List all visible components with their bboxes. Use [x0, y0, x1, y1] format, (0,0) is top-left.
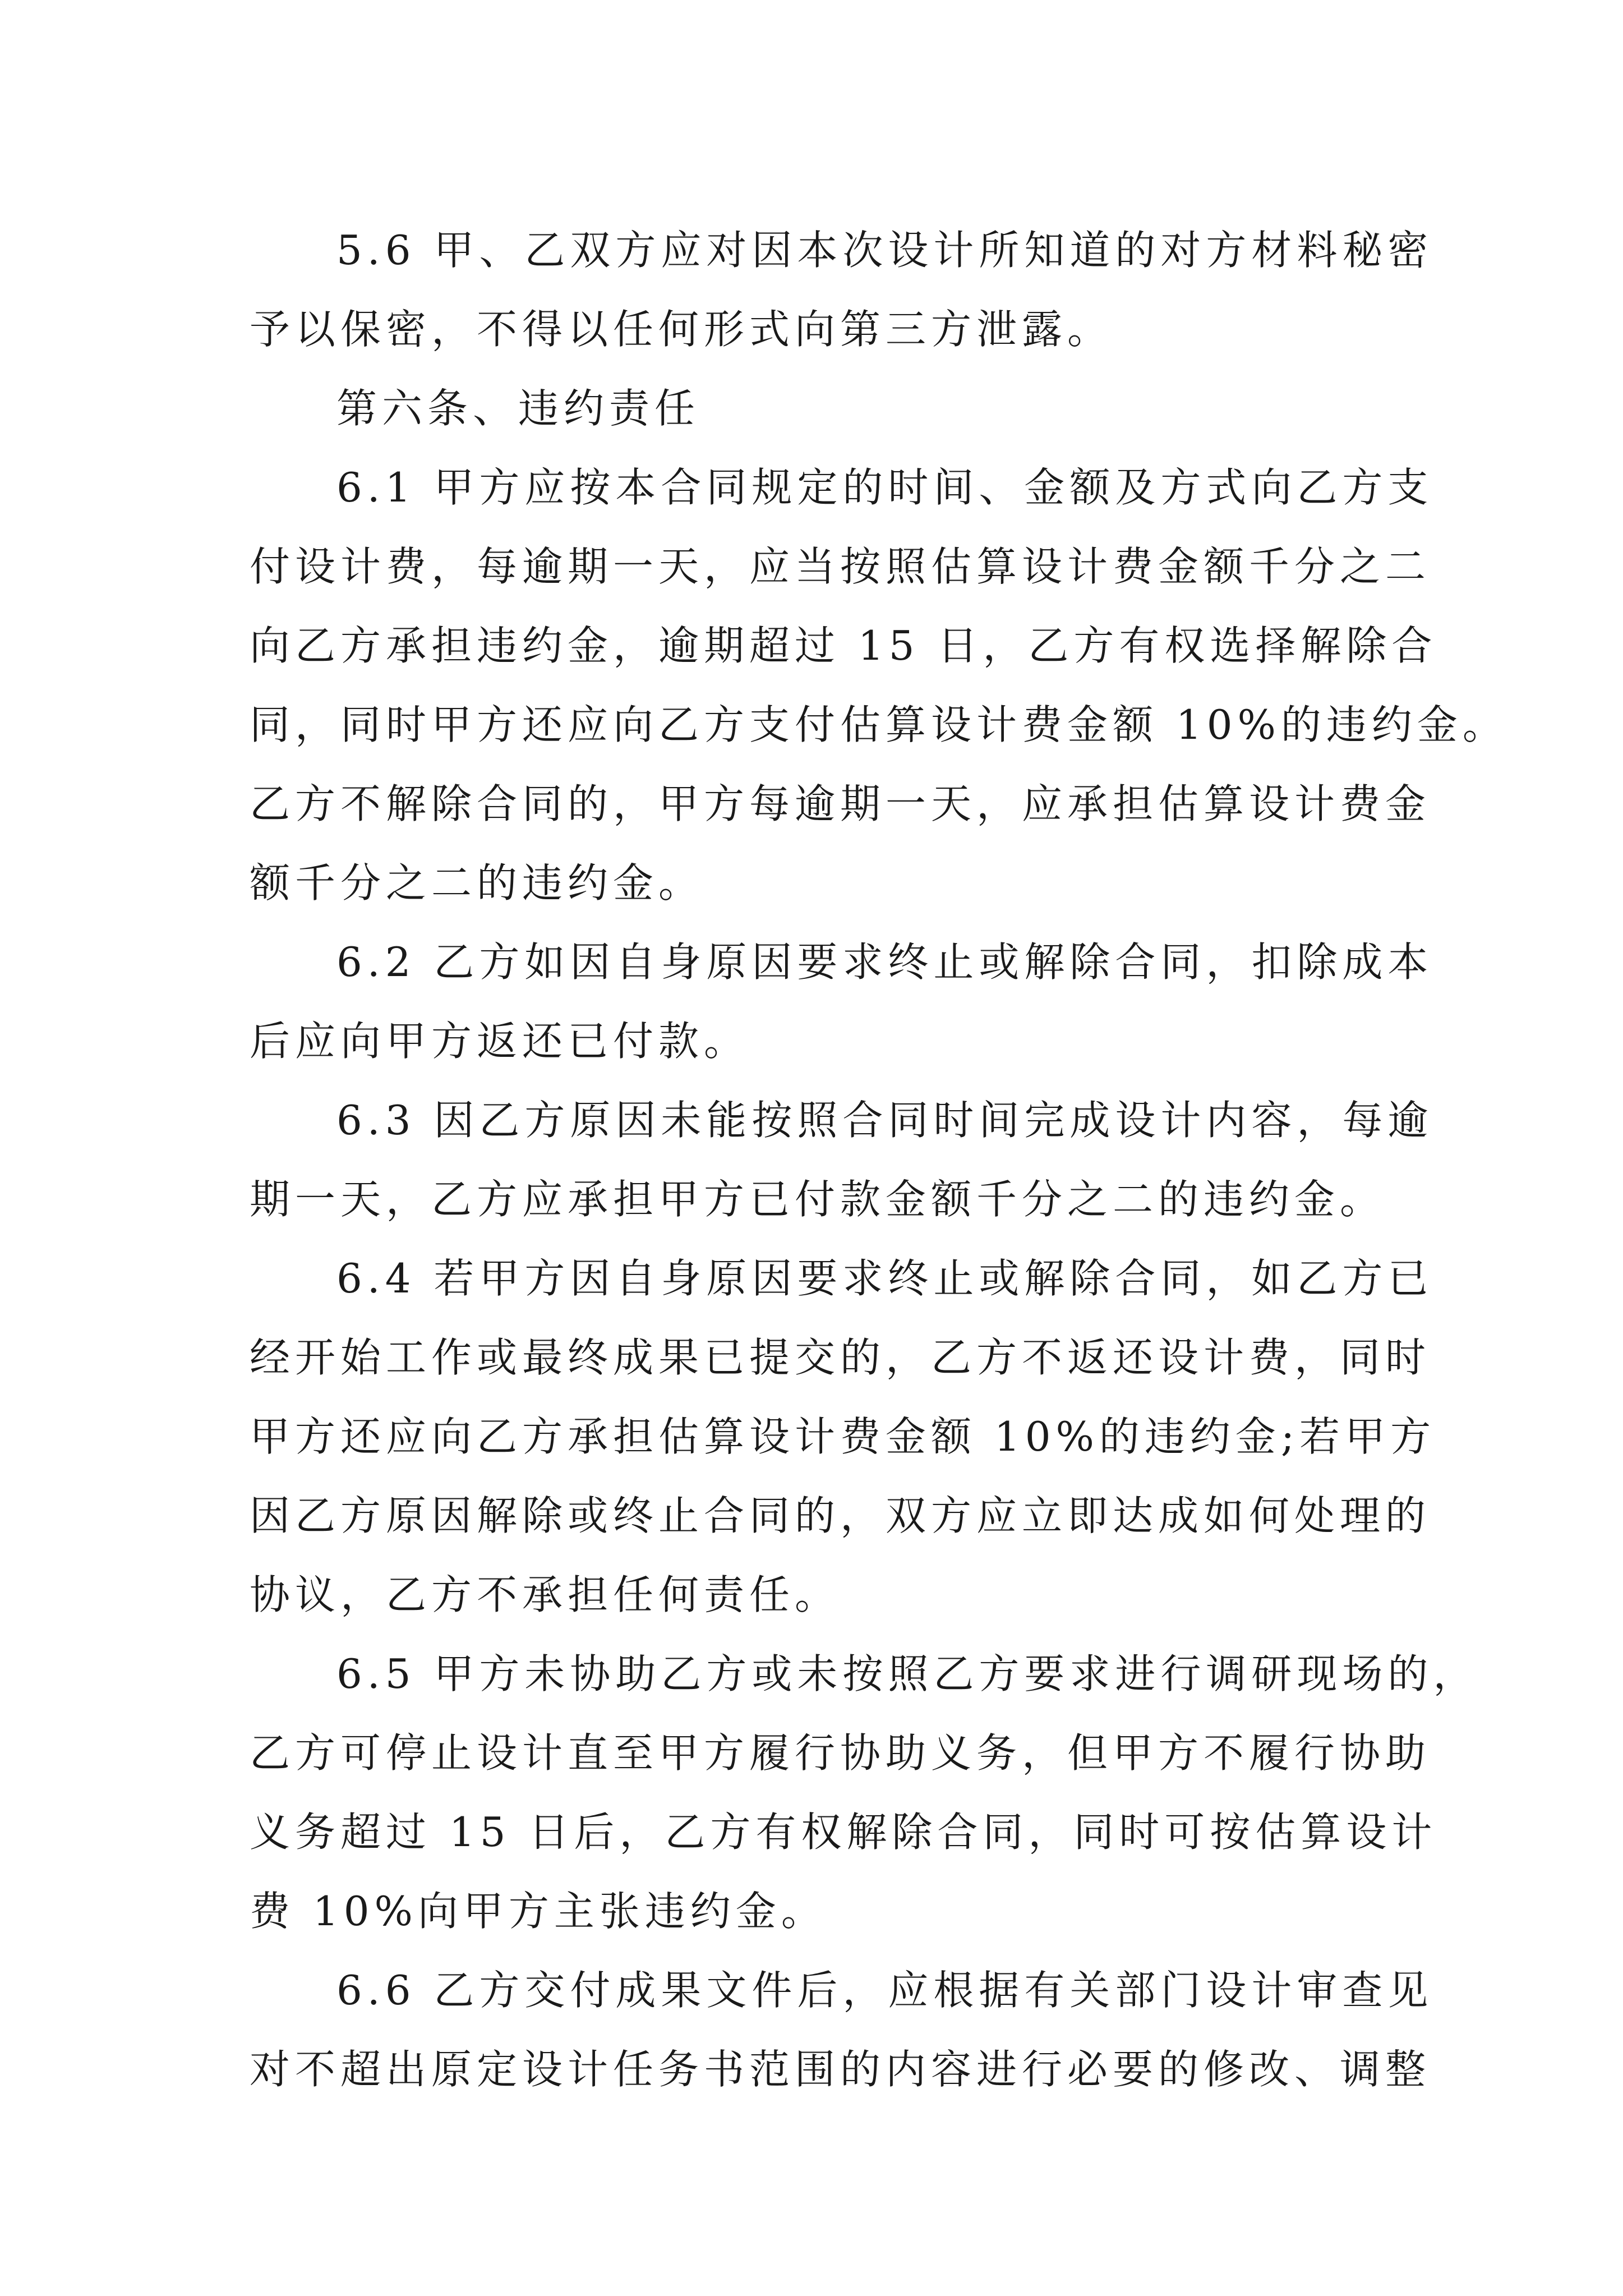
- text-line: 乙方不解除合同的，甲方每逾期一天，应承担估算设计费金: [250, 780, 1431, 827]
- text-line: 后应向甲方返还已付款。: [250, 1018, 750, 1065]
- text-line: 予以保密，不得以任何形式向第三方泄露。: [250, 306, 1113, 353]
- section-heading: 第六条、违约责任: [336, 385, 700, 432]
- text-line: 费 10%向甲方主张违约金。: [250, 1888, 827, 1935]
- text-line: 额千分之二的违约金。: [250, 859, 704, 907]
- text-line: 因乙方原因解除或终止合同的，双方应立即达成如何处理的: [250, 1492, 1431, 1539]
- text-line: 同，同时甲方还应向乙方支付估算设计费金额 10%的违约金。: [250, 701, 1508, 748]
- text-line: 向乙方承担违约金，逾期超过 15 日，乙方有权选择解除合: [250, 622, 1437, 669]
- text-line: 甲方还应向乙方承担估算设计费金额 10%的违约金;若甲方: [250, 1413, 1436, 1460]
- document-body: [250, 211, 1508, 2109]
- text-line: 乙方可停止设计直至甲方履行协助义务，但甲方不履行协助: [250, 1729, 1431, 1777]
- text-line: 协议，乙方不承担任何责任。: [250, 1571, 841, 1618]
- text-line: 对不超出原定设计任务书范围的内容进行必要的修改、调整: [250, 2046, 1431, 2093]
- text-line: 5.6 甲、乙双方应对因本次设计所知道的对方材料秘密: [336, 227, 1433, 274]
- text-line: 经开始工作或最终成果已提交的，乙方不返还设计费，同时: [250, 1334, 1431, 1381]
- text-line: 义务超过 15 日后，乙方有权解除合同，同时可按估算设计: [250, 1809, 1437, 1856]
- text-line: 期一天，乙方应承担甲方已付款金额千分之二的违约金。: [250, 1176, 1386, 1223]
- text-line: 付设计费，每逾期一天，应当按照估算设计费金额千分之二: [250, 543, 1431, 590]
- text-line: 6.4 若甲方因自身原因要求终止或解除合同，如乙方已: [336, 1255, 1433, 1302]
- text-line: 6.3 因乙方原因未能按照合同时间完成设计内容，每逾: [336, 1097, 1433, 1144]
- text-line: 6.5 甲方未协助乙方或未按照乙方要求进行调研现场的，: [336, 1650, 1479, 1697]
- text-line: 6.6 乙方交付成果文件后，应根据有关部门设计审查见: [336, 1967, 1433, 2014]
- text-line: 6.2 乙方如因自身原因要求终止或解除合同，扣除成本: [336, 938, 1433, 986]
- text-line: 6.1 甲方应按本合同规定的时间、金额及方式向乙方支: [336, 464, 1433, 511]
